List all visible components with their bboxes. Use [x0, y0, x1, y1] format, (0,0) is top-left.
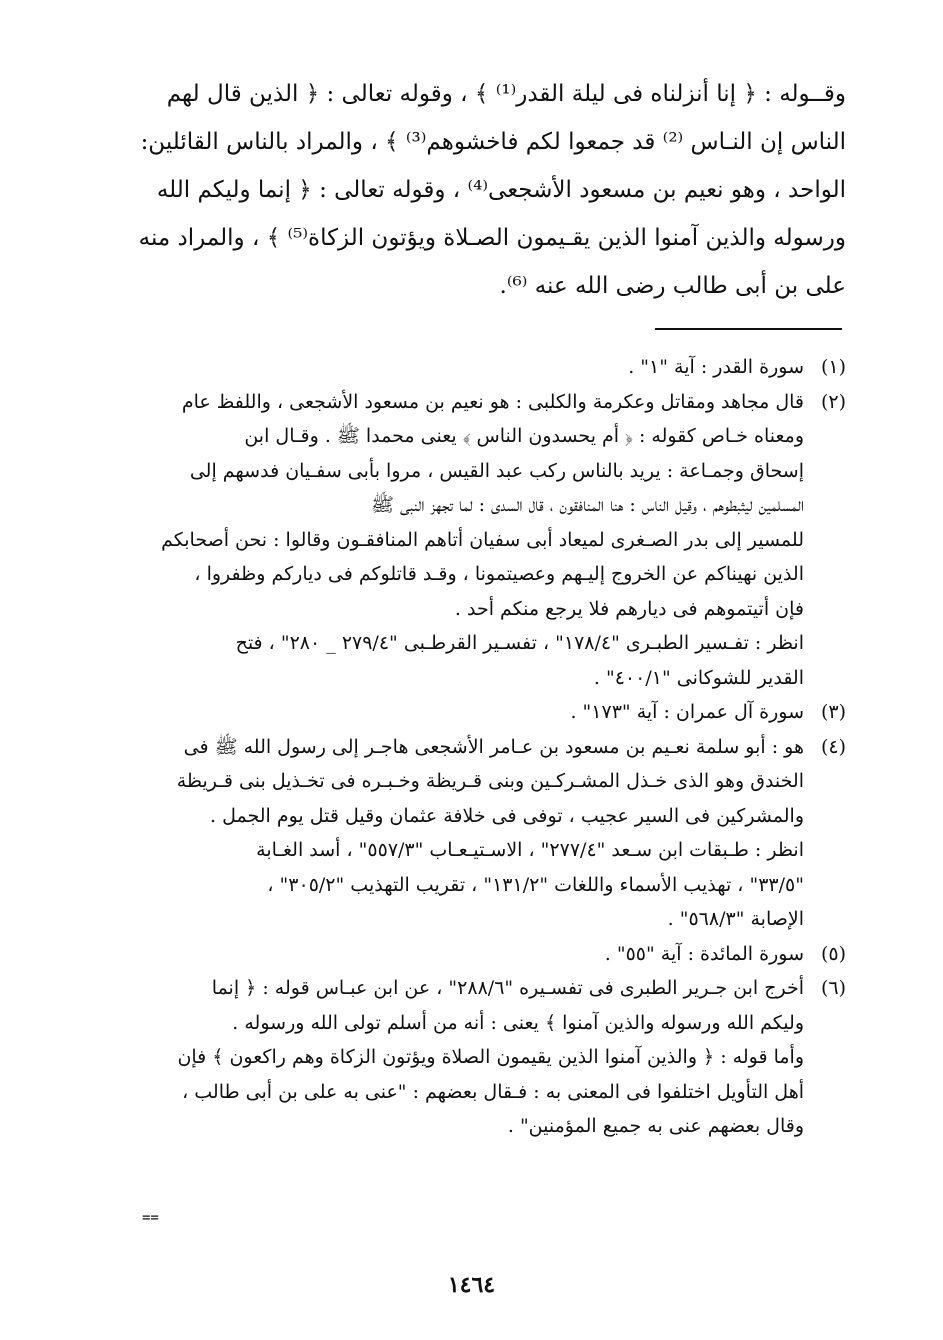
footnote-line: الإصابة "٥٦٨/٣" .	[667, 908, 804, 930]
footnote-line: للمسير إلى بدر الصـغرى لميعاد أبى سفيان أتاهم المنافقـون وقالوا : نحن أصحابكم	[161, 528, 804, 551]
footnote-number: (١)	[820, 356, 846, 378]
footnote-line: هو : أبو سلمة نعـيم بن مسعود بن عـامر الأشجعى هاجـر إلى رسول الله ﷺ فى	[183, 735, 804, 758]
footnote-number: (٥)	[820, 942, 846, 965]
footnotes	[138, 350, 846, 1144]
footnote	[138, 385, 846, 696]
footnote-separator	[655, 328, 842, 330]
footnote	[138, 730, 846, 937]
page-number: ١٤٦٤	[447, 1272, 496, 1298]
footnote-body	[138, 937, 804, 972]
footnote	[138, 695, 846, 730]
footnote-line: قال مجاهد ومقاتل وعكرمة والكلبى : هو نعيم بن مسعود الأشجعى ، واللفظ عام	[181, 390, 804, 413]
footnote-body	[138, 730, 804, 937]
footnote	[138, 350, 846, 385]
main-text-line: على بن أبى طالب رضى الله عنه ⁽⁶⁾.	[499, 273, 846, 299]
footnote-number: (٦)	[820, 977, 846, 999]
footnote-line: سورة آل عمران : آية "١٧٣" .	[570, 701, 804, 723]
footnote-line: أهل التأويل اختلفوا فى المعنى به : فـقال بعضهم : "عنى به على بن أبى طالب ،	[182, 1080, 804, 1103]
footnote-body	[138, 695, 804, 730]
footnote-line: وأما قوله : ﴿ والذين آمنوا الذين يقيمون الصلاة ويؤتون الزكاة وهم راكعون ﴾ فإن	[177, 1046, 804, 1068]
footnote-number: (٤)	[820, 735, 846, 758]
main-paragraph	[138, 70, 846, 310]
footnote-line: وليكم الله ورسوله والذين آمنوا ﴾ يعنى : أنه من أسلم تولى الله ورسوله .	[232, 1011, 804, 1034]
footnote-line: ومعناه خـاص كقوله : ﴿ أم يحسدون الناس ﴾ يعنى محمدا ﷺ . وقـال ابن	[244, 425, 804, 447]
footnote-line: والمشركين فى السير عجيب ، توفى فى خلافة عثمان وقيل قتل يوم الجمل .	[210, 804, 804, 827]
footnote	[138, 937, 846, 972]
footnote-line: الخندق وهو الذى خـذل المشـركـين وبنى قـريظة وخـبـره فى تخـذيل بنى قـريظة	[176, 770, 804, 792]
footnote-line: وقال بعضهم عنى به جميع المؤمنين" .	[507, 1115, 804, 1137]
footnote-body	[138, 385, 804, 696]
footnote-line: انظر : تفـسير الطبـرى "١٧٨/٤" ، تفسـير القرطـبى "٢٧٩/٤ _ ٢٨٠" ، فتح	[235, 632, 804, 654]
footnote-line: أخرج ابن جـرير الطبرى فى تفسـيره "٢٨٨/٦" ، عن ابن عبـاس قوله : ﴿ إنما	[211, 977, 804, 999]
footnote-line: القدير للشوكانى "٤٠٠/١" .	[593, 666, 804, 689]
main-text-line: ورسوله والذين آمنوا الذين يقـيمون الصـلاة ويؤتون الزكاة⁽⁵⁾ ﴾ ، والمراد منه	[138, 225, 846, 251]
footnote-line: انظر : طـبقات ابن سـعد "٢٧٧/٤" ، الاسـتيـعـاب "٥٥٧/٣" ، أسد الغـابة	[256, 839, 804, 861]
main-text-line: الناس إن النـاس ⁽²⁾ قد جمعوا لكم فاخشوهم⁽³⁾ ﴾ ، والمراد بالناس القائلين:	[140, 129, 846, 155]
footnote-line: "٣٣/٥" ، تهذيب الأسماء واللغات "١٣١/٢" ، تقريب التهذيب "٣٠٥/٢" ،	[267, 873, 804, 896]
footnote-number: (٢)	[820, 390, 846, 413]
footnote-line: سورة القدر : آية "١" .	[628, 356, 804, 378]
main-text-line: الواحد ، وهو نعيم بن مسعود الأشجعى⁽⁴⁾ ، وقوله تعالى : ﴿ إنما وليكم الله	[156, 177, 846, 203]
footnote	[138, 971, 846, 1144]
main-text-line: وقــوله : ﴿ إنا أنزلناه فى ليلة القدر⁽¹⁾ ﴾ ، وقوله تعالى : ﴿ الذين قال لهم	[166, 81, 846, 107]
footnote-line: الذين نهيناكم عن الخروج إليـهم وعصيتمونا ، وقـد قاتلوكم فى دياركم وظفروا ،	[194, 563, 804, 585]
footnote-body	[138, 350, 804, 385]
footnote-line: المسلمين ليثبطوهم ، وقيل الناس : هنا المنافقون ، قال السدى : لما تجهز النبى ﷺ	[370, 494, 804, 516]
continuation-marker: ==	[142, 1210, 159, 1226]
footnote-line: سورة المائدة : آية "٥٥" .	[604, 942, 804, 965]
footnote-line: إسحاق وجمـاعة : يريد بالناس ركب عبد القيس ، مروا بأبى سفـيان فدسهم إلى	[189, 459, 804, 482]
main-text	[138, 70, 846, 310]
footnote-body	[138, 971, 804, 1144]
footnote-line: فإن أتيتموهم فى ديارهم فلا يرجع منكم أحد .	[454, 597, 804, 620]
footnote-number: (٣)	[820, 701, 846, 723]
